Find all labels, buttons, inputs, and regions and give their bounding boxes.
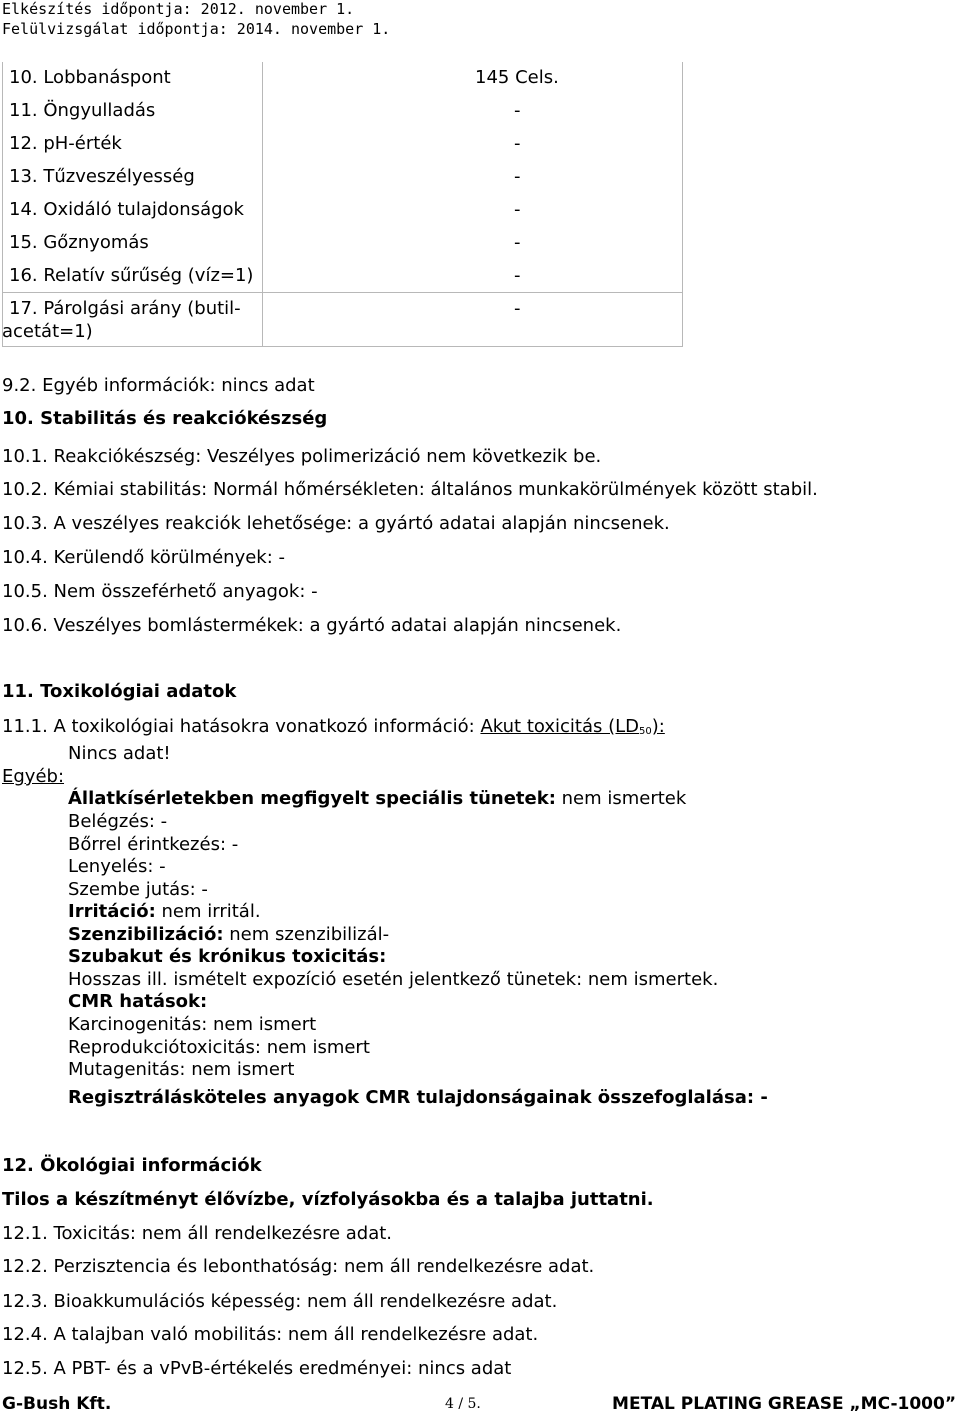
table-row-value: - [514,265,521,286]
table-row-value: - [514,100,521,121]
soil-mobility: 12.4. A talajban való mobilitás: nem áll rendelkezésre adat. [2,1324,539,1345]
table-row-label-cont: acetát=1) [2,321,93,342]
toxicology-info: 11.1. A toxikológiai hatásokra vonatkozó információ: Akut toxicitás $(LD_{50})$: [2,716,665,737]
table-row-label: 16. Relatív sűrűség (víz=1) [9,265,254,286]
table-row-label: 17. Párolgási arány (butil- [9,298,241,319]
acute-toxicity-label: Akut toxicitás $(LD_{50})$: [480,716,665,737]
incompatible-materials: 10.5. Nem összeférhető anyagok: - [2,581,318,602]
other-label: Egyéb: [2,766,65,787]
mutagenicity: Mutagenitás: nem ismert [68,1059,295,1080]
table-row-label: 13. Tűzveszélyesség [9,166,195,187]
table-row-label: 12. pH-érték [9,133,122,154]
ecotoxicity: 12.1. Toxicitás: nem áll rendelkezésre adat. [2,1223,393,1244]
page-number: 4 / 5. [445,1396,481,1412]
table-row-value: - [514,199,521,220]
hazardous-reactions: 10.3. A veszélyes reakciók lehetősége: a gyártó adatai alapján nincsenek. [2,513,670,534]
chemical-stability: 10.2. Kémiai stabilitás: Normál hőmérsékleten: általános munkakörülmények között stabil. [2,479,818,500]
table-row-value: - [514,133,521,154]
section-11-title: 11. Toxikológiai adatok [2,681,237,702]
skin-contact: Bőrrel érintkezés: - [68,834,239,855]
reproductive-toxicity: Reprodukciótoxicitás: nem ismert [68,1037,370,1058]
environment-warning: Tilos a készítményt élővízbe, vízfolyásokba és a talajba juttatni. [2,1189,654,1210]
table-row-value: - [514,232,521,253]
conditions-to-avoid: 10.4. Kerülendő körülmények: - [2,547,286,568]
table-row-label: 14. Oxidáló tulajdonságok [9,199,244,220]
decomposition-products: 10.6. Veszélyes bomlástermékek: a gyártó adatai alapján nincsenek. [2,615,622,636]
table-row-value: - [514,298,521,319]
other-info: 9.2. Egyéb információk: nincs adat [2,375,315,396]
inhalation: Belégzés: - [68,811,168,832]
revised-date: Felülvizsgálat időpontja: 2014. november 1. [2,20,391,38]
animal-tests: Állatkísérletekben megfigyelt speciális tünetek: nem ismertek [68,788,687,809]
bioaccumulation: 12.3. Bioakkumulációs képesség: nem áll rendelkezésre adat. [2,1291,558,1312]
table-row-label: 11. Öngyulladás [9,100,156,121]
table-row-value: - [514,166,521,187]
ingestion: Lenyelés: - [68,856,166,877]
persistence: 12.2. Perzisztencia és lebonthatóság: nem áll rendelkezésre adat. [2,1256,595,1277]
pbt-vpvb: 12.5. A PBT- és a vPvB-értékelés eredményei: nincs adat [2,1358,512,1379]
footer-product: METAL PLATING GREASE „MC-1000” [612,1394,956,1414]
table-row-value: 145 Cels. [475,67,559,88]
section-12-title: 12. Ökológiai információk [2,1155,262,1176]
eye-contact: Szembe jutás: - [68,879,208,900]
irritation: Irritáció: nem irritál. [68,901,261,922]
footer-company: G-Bush Kft. [2,1394,112,1414]
created-date: Elkészítés időpontja: 2012. november 1. [2,0,355,18]
chronic-toxicity-title: Szubakut és krónikus toxicitás: [68,946,387,967]
table-row-label: 15. Gőznyomás [9,232,149,253]
section-10-title: 10. Stabilitás és reakciókészség [2,408,328,429]
reactivity: 10.1. Reakciókészség: Veszélyes polimerizáció nem következik be. [2,446,602,467]
carcinogenicity: Karcinogenitás: nem ismert [68,1014,317,1035]
sensitization: Szenzibilizáció: nem szenzibilizál- [68,924,390,945]
no-data: Nincs adat! [68,743,171,764]
chronic-toxicity-text: Hosszas ill. ismételt expozíció esetén jelentkező tünetek: nem ismertek. [68,969,719,990]
table-row-label: 10. Lobbanáspont [9,67,171,88]
cmr-summary: Regisztrálásköteles anyagok CMR tulajdonságainak összefoglalása: - [68,1087,768,1108]
cmr-title: CMR hatások: [68,991,208,1012]
